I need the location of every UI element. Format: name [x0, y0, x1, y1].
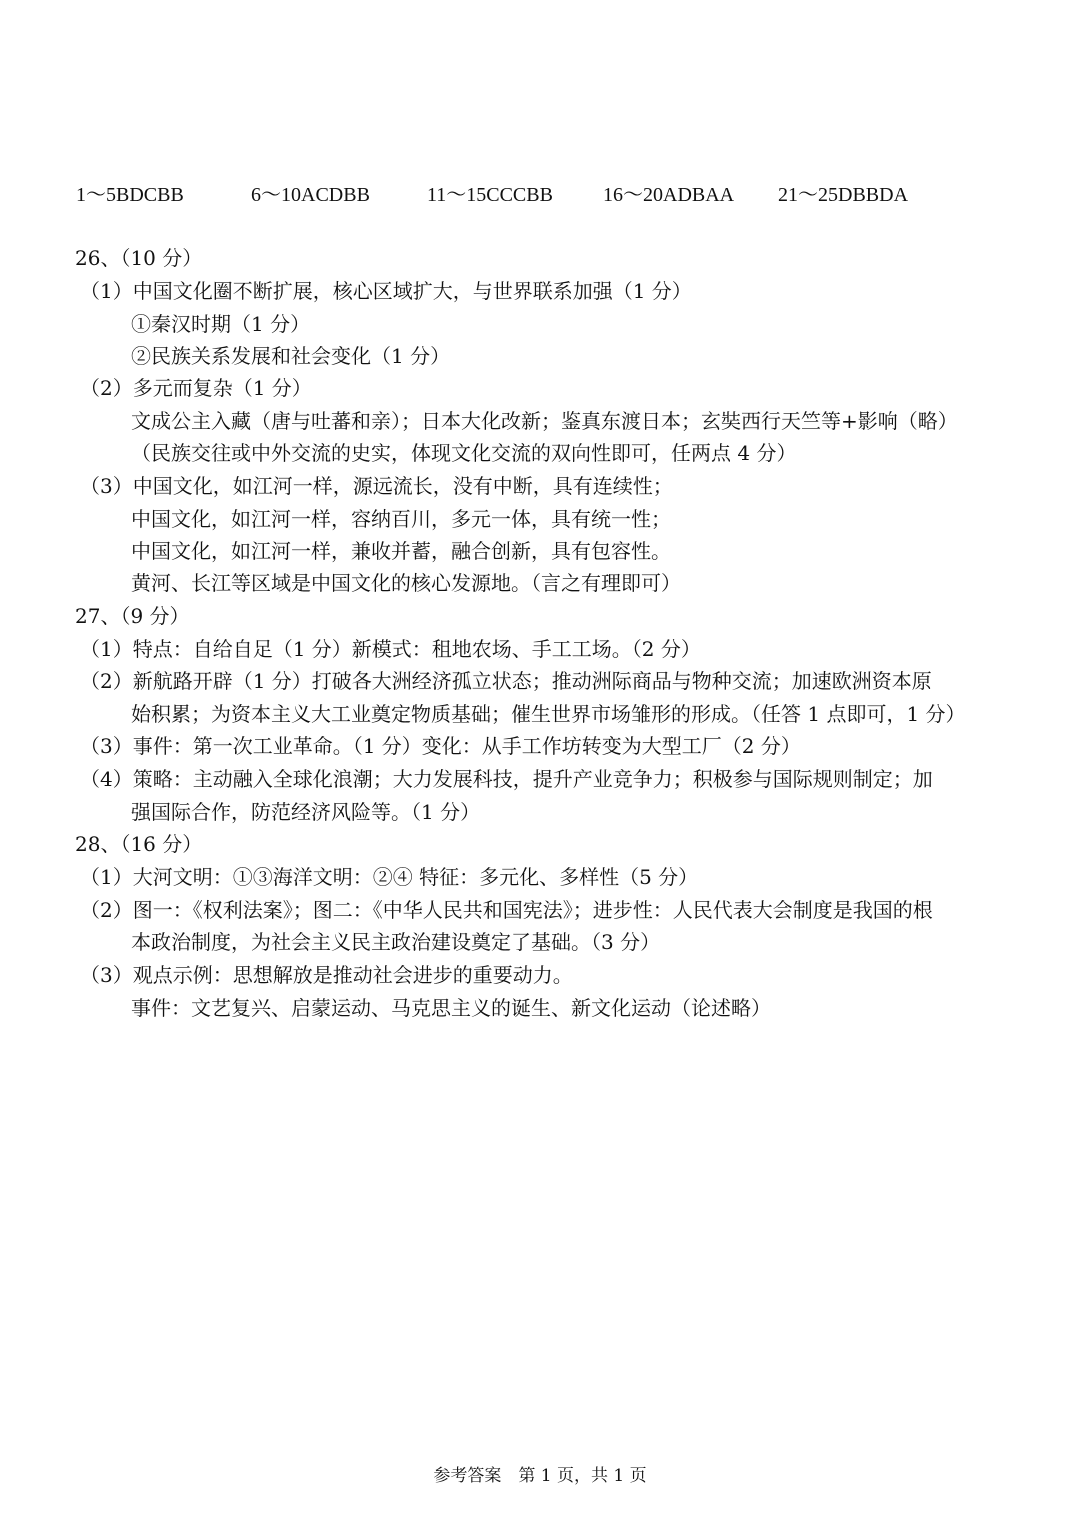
q28-header: 28、（16 分） [75, 832, 203, 856]
q26-part1-b: ②民族关系发展和社会变化（1 分） [131, 344, 451, 368]
q26-part1: （1）中国文化圈不断扩展，核心区域扩大，与世界联系加强（1 分） [80, 279, 692, 303]
q26-part3: （3）中国文化，如江河一样，源远流长，没有中断，具有连续性； [80, 474, 673, 498]
q28-part2-a: 本政治制度，为社会主义民主政治建设奠定了基础。（3 分） [131, 930, 661, 954]
q28-part2: （2）图一：《权利法案》；图二：《中华人民共和国宪法》；进步性：人民代表大会制度是我国的根 [80, 898, 933, 922]
q28-part3-a: 事件：文艺复兴、启蒙运动、马克思主义的诞生、新文化运动（论述略） [131, 996, 771, 1020]
q26-part3-c: 黄河、长江等区域是中国文化的核心发源地。（言之有理即可） [131, 571, 681, 595]
mcq-answers-row [76, 179, 1026, 211]
q26-part2-b: （民族交往或中外交流的史实，体现文化交流的双向性即可，任两点 4 分） [131, 441, 797, 465]
q28-part3: （3）观点示例：思想解放是推动社会进步的重要动力。 [80, 963, 573, 987]
mcq-answer-6-10: 6～10ACDBB [251, 184, 370, 206]
mcq-answer-1-5: 1～5BDCBB [76, 184, 184, 206]
mcq-answer-11-15: 11～15CCCBB [427, 184, 553, 206]
q26-part3-a: 中国文化，如江河一样，容纳百川，多元一体，具有统一性； [131, 507, 671, 531]
q26-part3-b: 中国文化，如江河一样，兼收并蓄，融合创新，具有包容性。 [131, 539, 671, 563]
q28-part1: （1）大河文明：①③海洋文明：②④ 特征：多元化、多样性（5 分） [80, 865, 699, 889]
q27-part1: （1）特点：自给自足（1 分）新模式：租地农场、手工工场。（2 分） [80, 637, 701, 661]
q26-part2-a: 文成公主入藏（唐与吐蕃和亲）；日本大化改新；鉴真东渡日本；玄奘西行天竺等+影响（略） [131, 409, 958, 433]
q26-part2: （2）多元而复杂（1 分） [80, 376, 312, 400]
q27-part4-a: 强国际合作，防范经济风险等。（1 分） [131, 800, 481, 824]
q26-part1-a: ①秦汉时期（1 分） [131, 312, 311, 336]
q27-part3: （3）事件：第一次工业革命。（1 分）变化：从手工作坊转变为大型工厂（2 分） [80, 734, 801, 758]
page-footer: 参考答案 第 1 页，共 1 页 [433, 1466, 647, 1486]
q26-header: 26、（10 分） [75, 246, 203, 270]
q27-part2: （2）新航路开辟（1 分）打破各大洲经济孤立状态；推动洲际商品与物种交流；加速欧洲资本原 [80, 669, 932, 693]
q27-part4: （4）策略：主动融入全球化浪潮；大力发展科技，提升产业竞争力；积极参与国际规则制定；加 [80, 767, 933, 791]
q27-header: 27、（9 分） [75, 604, 190, 628]
q27-part2-a: 始积累；为资本主义大工业奠定物质基础；催生世界市场雏形的形成。（任答 1 点即可，1 分） [131, 702, 966, 726]
mcq-answer-16-20: 16～20ADBAA [603, 184, 735, 206]
mcq-answer-21-25: 21～25DBBDA [778, 184, 909, 206]
